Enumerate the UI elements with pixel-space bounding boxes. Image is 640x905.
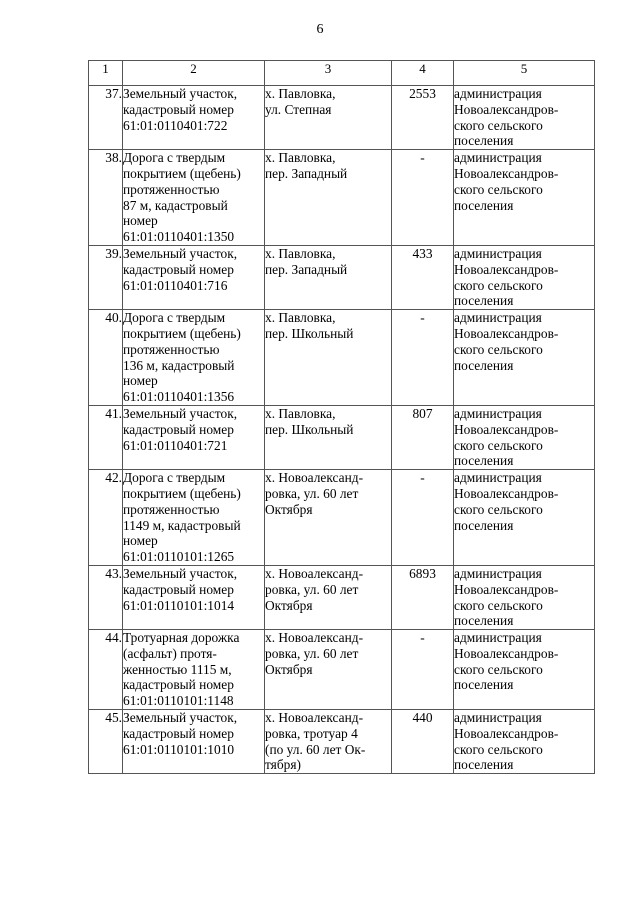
object-name-line: кадастровый номер xyxy=(123,725,234,741)
object-name-line: Земельный участок, xyxy=(123,565,238,581)
owner-cell xyxy=(454,405,595,469)
column-header-5: 5 xyxy=(454,61,595,86)
owner-cell xyxy=(454,86,595,150)
object-name-line: Дорога с твердым xyxy=(123,310,226,326)
object-name-line: кадастровый номер xyxy=(123,421,234,437)
location-line: пер. Западный xyxy=(265,165,348,181)
owner-line: ского сельского xyxy=(454,741,543,757)
column-header-4: 4 xyxy=(392,61,454,86)
table-header-row xyxy=(89,61,595,86)
location-line: Октября xyxy=(265,501,313,517)
object-name-line: номер xyxy=(123,533,158,549)
table-row xyxy=(89,470,595,566)
owner-line: поселения xyxy=(454,517,514,533)
location-line: пер. Западный xyxy=(265,261,348,277)
object-name-line: Земельный участок, xyxy=(123,245,238,261)
row-number-cell: 45. xyxy=(89,710,123,774)
owner-line: Новоалександров- xyxy=(454,421,559,437)
row-number-cell: 37. xyxy=(89,86,123,150)
owner-line: поселения xyxy=(454,613,514,629)
object-name-line: покрытием (щебень) xyxy=(123,325,241,341)
object-name-line: кадастровый номер xyxy=(123,101,234,117)
table-row xyxy=(89,245,595,309)
object-name-cell xyxy=(123,630,265,710)
object-name-cell xyxy=(123,310,265,406)
location-line: Октября xyxy=(265,661,313,677)
table-row xyxy=(89,150,595,246)
owner-cell xyxy=(454,470,595,566)
location-line: х. Новоалександ- xyxy=(265,710,364,726)
object-name-line: кадастровый номер xyxy=(123,261,234,277)
object-name-cell xyxy=(123,710,265,774)
object-name-cell xyxy=(123,86,265,150)
object-name-cell xyxy=(123,405,265,469)
owner-line: администрация xyxy=(454,565,542,581)
object-name-line: покрытием (щебень) xyxy=(123,165,241,181)
owner-line: Новоалександров- xyxy=(454,325,559,341)
location-cell xyxy=(265,405,392,469)
owner-line: администрация xyxy=(454,86,542,101)
area-cell: 2553 xyxy=(392,86,454,150)
area-cell: - xyxy=(392,630,454,710)
area-cell: - xyxy=(392,150,454,246)
row-number-cell: 43. xyxy=(89,565,123,629)
object-name-line: 61:01:0110401:716 xyxy=(123,277,228,293)
area-cell: 440 xyxy=(392,710,454,774)
table-row xyxy=(89,405,595,469)
object-name-line: протяженностью xyxy=(123,341,220,357)
owner-line: Новоалександров- xyxy=(454,101,559,117)
owner-line: ского сельского xyxy=(454,437,543,453)
location-line: х. Павловка, xyxy=(265,310,336,326)
location-cell xyxy=(265,310,392,406)
object-name-line: 61:01:0110401:721 xyxy=(123,437,228,453)
area-cell: - xyxy=(392,310,454,406)
location-line: х. Новоалександ- xyxy=(265,630,364,646)
location-line: (по ул. 60 лет Ок- xyxy=(265,741,366,757)
location-cell xyxy=(265,245,392,309)
object-name-line: 61:01:0110401:722 xyxy=(123,117,228,133)
object-name-line: кадастровый номер xyxy=(123,677,234,693)
owner-line: поселения xyxy=(454,197,514,213)
column-header-3: 3 xyxy=(265,61,392,86)
object-name-cell xyxy=(123,565,265,629)
location-line: пер. Школьный xyxy=(265,325,354,341)
location-cell xyxy=(265,710,392,774)
object-name-line: Дорога с твердым xyxy=(123,150,226,166)
location-line: х. Павловка, xyxy=(265,405,336,421)
owner-line: поселения xyxy=(454,677,514,693)
owner-cell xyxy=(454,630,595,710)
row-number-cell: 44. xyxy=(89,630,123,710)
object-name-line: женностью 1115 м, xyxy=(123,661,232,677)
owner-line: Новоалександров- xyxy=(454,485,559,501)
location-cell xyxy=(265,470,392,566)
location-line: х. Новоалександ- xyxy=(265,565,364,581)
owner-line: Новоалександров- xyxy=(454,581,559,597)
owner-line: ского сельского xyxy=(454,277,543,293)
object-name-line: номер xyxy=(123,213,158,229)
owner-cell xyxy=(454,565,595,629)
row-number-cell: 40. xyxy=(89,310,123,406)
object-name-line: 1149 м, кадастровый xyxy=(123,517,241,533)
row-number-cell: 42. xyxy=(89,470,123,566)
owner-line: ского сельского xyxy=(454,341,543,357)
owner-line: Новоалександров- xyxy=(454,725,559,741)
object-name-line: протяженностью xyxy=(123,181,220,197)
table-row xyxy=(89,86,595,150)
owner-line: администрация xyxy=(454,245,542,261)
owner-line: ского сельского xyxy=(454,117,543,133)
owner-cell xyxy=(454,150,595,246)
object-name-line: 61:01:0110101:1148 xyxy=(123,693,234,709)
owner-line: поселения xyxy=(454,357,514,373)
table-row xyxy=(89,630,595,710)
owner-line: администрация xyxy=(454,470,542,486)
row-number-cell: 41. xyxy=(89,405,123,469)
owner-line: Новоалександров- xyxy=(454,261,559,277)
table-row xyxy=(89,310,595,406)
owner-line: ского сельского xyxy=(454,501,543,517)
object-name-line: Земельный участок, xyxy=(123,86,238,101)
owner-cell xyxy=(454,310,595,406)
location-line: х. Новоалександ- xyxy=(265,470,364,486)
object-name-line: Тротуарная дорожка xyxy=(123,630,240,646)
object-name-line: кадастровый номер xyxy=(123,581,234,597)
owner-line: администрация xyxy=(454,710,542,726)
owner-line: администрация xyxy=(454,630,542,646)
table-row xyxy=(89,710,595,774)
location-line: х. Павловка, xyxy=(265,150,336,166)
location-line: тября) xyxy=(265,757,301,773)
row-number-cell: 38. xyxy=(89,150,123,246)
owner-line: Новоалександров- xyxy=(454,165,559,181)
page-number: 6 xyxy=(316,22,324,37)
object-name-line: 61:01:0110101:1265 xyxy=(123,549,235,565)
location-line: х. Павловка, xyxy=(265,86,336,101)
location-cell xyxy=(265,150,392,246)
column-header-1: 1 xyxy=(89,61,123,86)
table-body xyxy=(89,86,595,774)
location-line: ровка, ул. 60 лет xyxy=(265,485,359,501)
area-cell: 433 xyxy=(392,245,454,309)
owner-line: поселения xyxy=(454,133,514,149)
object-name-line: Дорога с твердым xyxy=(123,470,226,486)
location-line: Октября xyxy=(265,597,313,613)
object-name-line: 87 м, кадастровый xyxy=(123,197,228,213)
owner-line: ского сельского xyxy=(454,661,543,677)
location-line: ровка, тротуар 4 xyxy=(265,725,358,741)
object-name-line: номер xyxy=(123,373,158,389)
object-name-line: покрытием (щебень) xyxy=(123,485,241,501)
property-registry-table xyxy=(88,60,595,774)
owner-line: администрация xyxy=(454,150,542,166)
location-line: ровка, ул. 60 лет xyxy=(265,581,359,597)
owner-line: ского сельского xyxy=(454,597,543,613)
object-name-line: 61:01:0110401:1356 xyxy=(123,389,235,405)
object-name-line: Земельный участок, xyxy=(123,405,238,421)
object-name-line: 61:01:0110101:1014 xyxy=(123,597,235,613)
location-line: пер. Школьный xyxy=(265,421,354,437)
location-line: ул. Степная xyxy=(265,101,332,117)
area-cell: 807 xyxy=(392,405,454,469)
object-name-line: Земельный участок, xyxy=(123,710,238,726)
owner-cell xyxy=(454,245,595,309)
location-cell xyxy=(265,630,392,710)
row-number-cell: 39. xyxy=(89,245,123,309)
area-cell: 6893 xyxy=(392,565,454,629)
area-cell: - xyxy=(392,470,454,566)
owner-line: администрация xyxy=(454,310,542,326)
location-line: ровка, ул. 60 лет xyxy=(265,645,359,661)
object-name-line: (асфальт) протя- xyxy=(123,645,217,661)
object-name-cell xyxy=(123,470,265,566)
table-row xyxy=(89,565,595,629)
location-cell xyxy=(265,86,392,150)
owner-line: Новоалександров- xyxy=(454,645,559,661)
owner-cell xyxy=(454,710,595,774)
location-cell xyxy=(265,565,392,629)
object-name-line: протяженностью xyxy=(123,501,220,517)
column-header-2: 2 xyxy=(123,61,265,86)
owner-line: поселения xyxy=(454,293,514,309)
object-name-cell xyxy=(123,150,265,246)
owner-line: ского сельского xyxy=(454,181,543,197)
object-name-cell xyxy=(123,245,265,309)
object-name-line: 61:01:0110401:1350 xyxy=(123,229,235,245)
location-line: х. Павловка, xyxy=(265,245,336,261)
owner-line: администрация xyxy=(454,405,542,421)
owner-line: поселения xyxy=(454,757,514,773)
owner-line: поселения xyxy=(454,453,514,469)
object-name-line: 61:01:0110101:1010 xyxy=(123,741,235,757)
object-name-line: 136 м, кадастровый xyxy=(123,357,235,373)
